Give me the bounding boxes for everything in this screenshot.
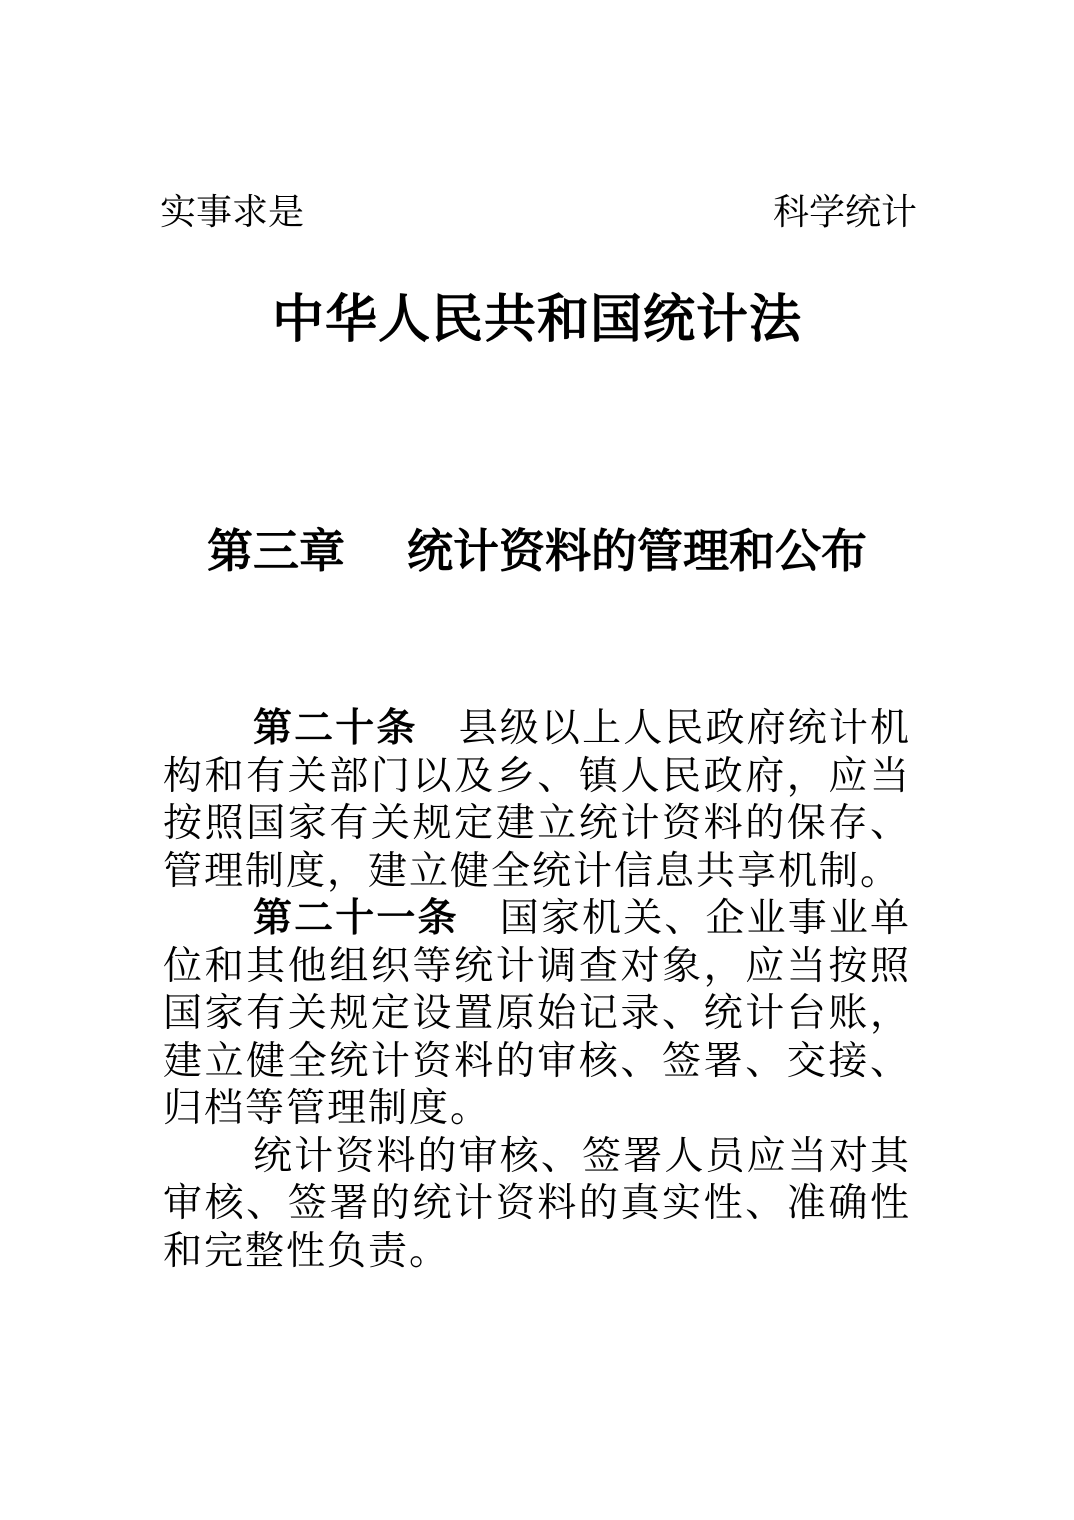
article-label: 第二十条 <box>253 707 418 750</box>
chapter-name: 统计资料的管理和公布 <box>407 526 867 577</box>
header-motto-right: 科学统计 <box>772 192 917 232</box>
article-label: 第二十一条 <box>253 897 459 940</box>
chapter-number: 第三章 <box>207 526 345 577</box>
article-paragraph <box>163 705 911 895</box>
page-header <box>160 194 917 230</box>
article-paragraph <box>163 1133 911 1276</box>
article-body <box>163 705 911 1275</box>
header-motto-left: 实事求是 <box>160 192 305 232</box>
article-paragraph <box>163 895 911 1133</box>
article-text: 县级以上人民政府统计机构和有关部门以及乡、镇人民政府，应当按照国家有关规定建立统计资料的保存、管理制度，建立健全统计信息共享机制。 <box>163 707 911 893</box>
article-text: 统计资料的审核、签署人员应当对其审核、签署的统计资料的真实性、准确性和完整性负责。 <box>163 1134 911 1273</box>
chapter-heading <box>0 526 1074 577</box>
article-text: 国家机关、企业事业单位和其他组织等统计调查对象，应当按照国家有关规定设置原始记录、统计台账，建立健全统计资料的审核、签署、交接、归档等管理制度。 <box>163 897 911 1130</box>
document-title: 中华人民共和国统计法 <box>271 292 802 349</box>
